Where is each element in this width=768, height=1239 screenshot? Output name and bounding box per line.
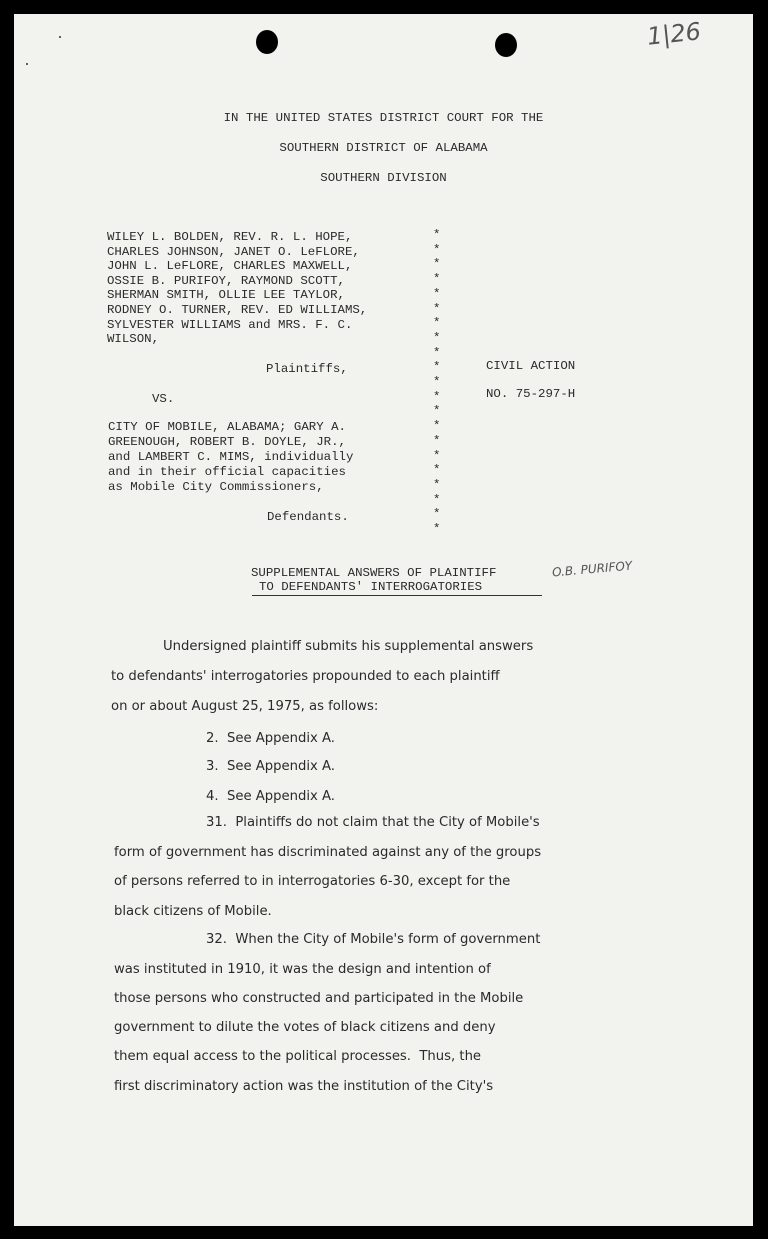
appendix-item: 4. See Appendix A. <box>206 789 336 804</box>
body-line: those persons who constructed and participated in the Mobile <box>114 991 524 1006</box>
body-line: was instituted in 1910, it was the design and intention of <box>114 962 491 977</box>
caption-asterisk: * <box>433 242 441 257</box>
caption-asterisk: * <box>433 330 441 345</box>
defendant-line: as Mobile City Commissioners, <box>108 480 324 494</box>
caption-asterisk: * <box>433 316 441 331</box>
body-line: on or about August 25, 1975, as follows: <box>111 699 379 714</box>
handwritten-page-number: 1|26 <box>645 17 703 51</box>
caption-asterisk: * <box>433 433 441 448</box>
appendix-item: 2. See Appendix A. <box>206 731 336 746</box>
caption-asterisk: * <box>433 522 441 536</box>
caption-asterisk: * <box>433 286 441 301</box>
plaintiff-line: WILSON, <box>107 332 160 347</box>
title-underline <box>252 595 542 596</box>
body-line: of persons referred to in interrogatories 6-30, except for the <box>114 874 511 889</box>
speck <box>26 63 28 65</box>
body-line: them equal access to the political processes. Thus, the <box>114 1049 482 1064</box>
caption-asterisk: * <box>433 257 441 272</box>
body-line: 31. Plaintiffs do not claim that the City of Mobile's <box>206 815 540 830</box>
speck <box>59 36 61 38</box>
document-page <box>14 14 753 1226</box>
caption-asterisk: * <box>433 345 441 360</box>
plaintiff-line: JOHN L. LeFLORE, CHARLES MAXWELL, <box>107 259 353 274</box>
plaintiff-line: CHARLES JOHNSON, JANET O. LeFLORE, <box>107 244 360 259</box>
punch-hole <box>495 33 517 57</box>
court-header-line2: SOUTHERN DISTRICT OF ALABAMA <box>279 141 488 155</box>
defendant-line: CITY OF MOBILE, ALABAMA; GARY A. <box>108 420 346 434</box>
caption-asterisk: * <box>433 404 441 419</box>
body-line: black citizens of Mobile. <box>114 904 272 919</box>
punch-hole <box>256 30 278 54</box>
body-line: government to dilute the votes of black citizens and deny <box>114 1020 496 1035</box>
plaintiff-line: RODNEY O. TURNER, REV. ED WILLIAMS, <box>107 303 368 317</box>
caption-asterisk: * <box>433 507 441 522</box>
caption-asterisk: * <box>433 419 441 434</box>
caption-asterisk: * <box>433 301 441 316</box>
handwritten-name-note: O.B. PURIFOY <box>551 558 633 580</box>
plaintiff-line: WILEY L. BOLDEN, REV. R. L. HOPE, <box>107 230 353 244</box>
body-line: to defendants' interrogatories propounded to each plaintiff <box>111 669 500 684</box>
body-line: form of government has discriminated against any of the groups <box>114 845 542 860</box>
caption-asterisk: * <box>433 228 441 242</box>
defendants-label: Defendants. <box>267 510 349 524</box>
plaintiffs-label: Plaintiffs, <box>266 362 348 376</box>
case-number: NO. 75-297-H <box>486 387 576 401</box>
civil-action-label: CIVIL ACTION <box>486 359 576 373</box>
defendant-line: and in their official capacities <box>108 465 346 479</box>
appendix-item: 3. See Appendix A. <box>206 759 336 774</box>
versus-label: VS. <box>152 392 175 406</box>
caption-asterisk: * <box>433 448 441 463</box>
plaintiff-line: SHERMAN SMITH, OLLIE LEE TAYLOR, <box>107 288 345 303</box>
plaintiff-line: SYLVESTER WILLIAMS and MRS. F. C. <box>107 317 353 332</box>
caption-asterisk: * <box>433 492 441 507</box>
caption-asterisk: * <box>433 477 441 492</box>
caption-asterisk: * <box>433 360 441 375</box>
document-title-line2: TO DEFENDANTS' INTERROGATORIES <box>259 580 483 594</box>
caption-asterisk: * <box>433 389 441 404</box>
caption-asterisk: * <box>433 375 441 389</box>
court-header-line1: IN THE UNITED STATES DISTRICT COURT FOR THE <box>223 111 544 125</box>
body-line: 32. When the City of Mobile's form of government <box>206 932 541 947</box>
body-line: first discriminatory action was the institution of the City's <box>114 1079 494 1094</box>
defendant-line: GREENOUGH, ROBERT B. DOYLE, JR., <box>108 435 346 449</box>
court-header-line3: SOUTHERN DIVISION <box>320 171 447 185</box>
caption-asterisk: * <box>433 463 441 478</box>
document-title-line1: SUPPLEMENTAL ANSWERS OF PLAINTIFF <box>251 566 497 580</box>
caption-asterisk: * <box>433 272 441 287</box>
plaintiff-line: OSSIE B. PURIFOY, RAYMOND SCOTT, <box>107 273 345 288</box>
defendant-line: and LAMBERT C. MIMS, individually <box>108 450 354 464</box>
body-line: Undersigned plaintiff submits his supplemental answers <box>163 639 534 654</box>
